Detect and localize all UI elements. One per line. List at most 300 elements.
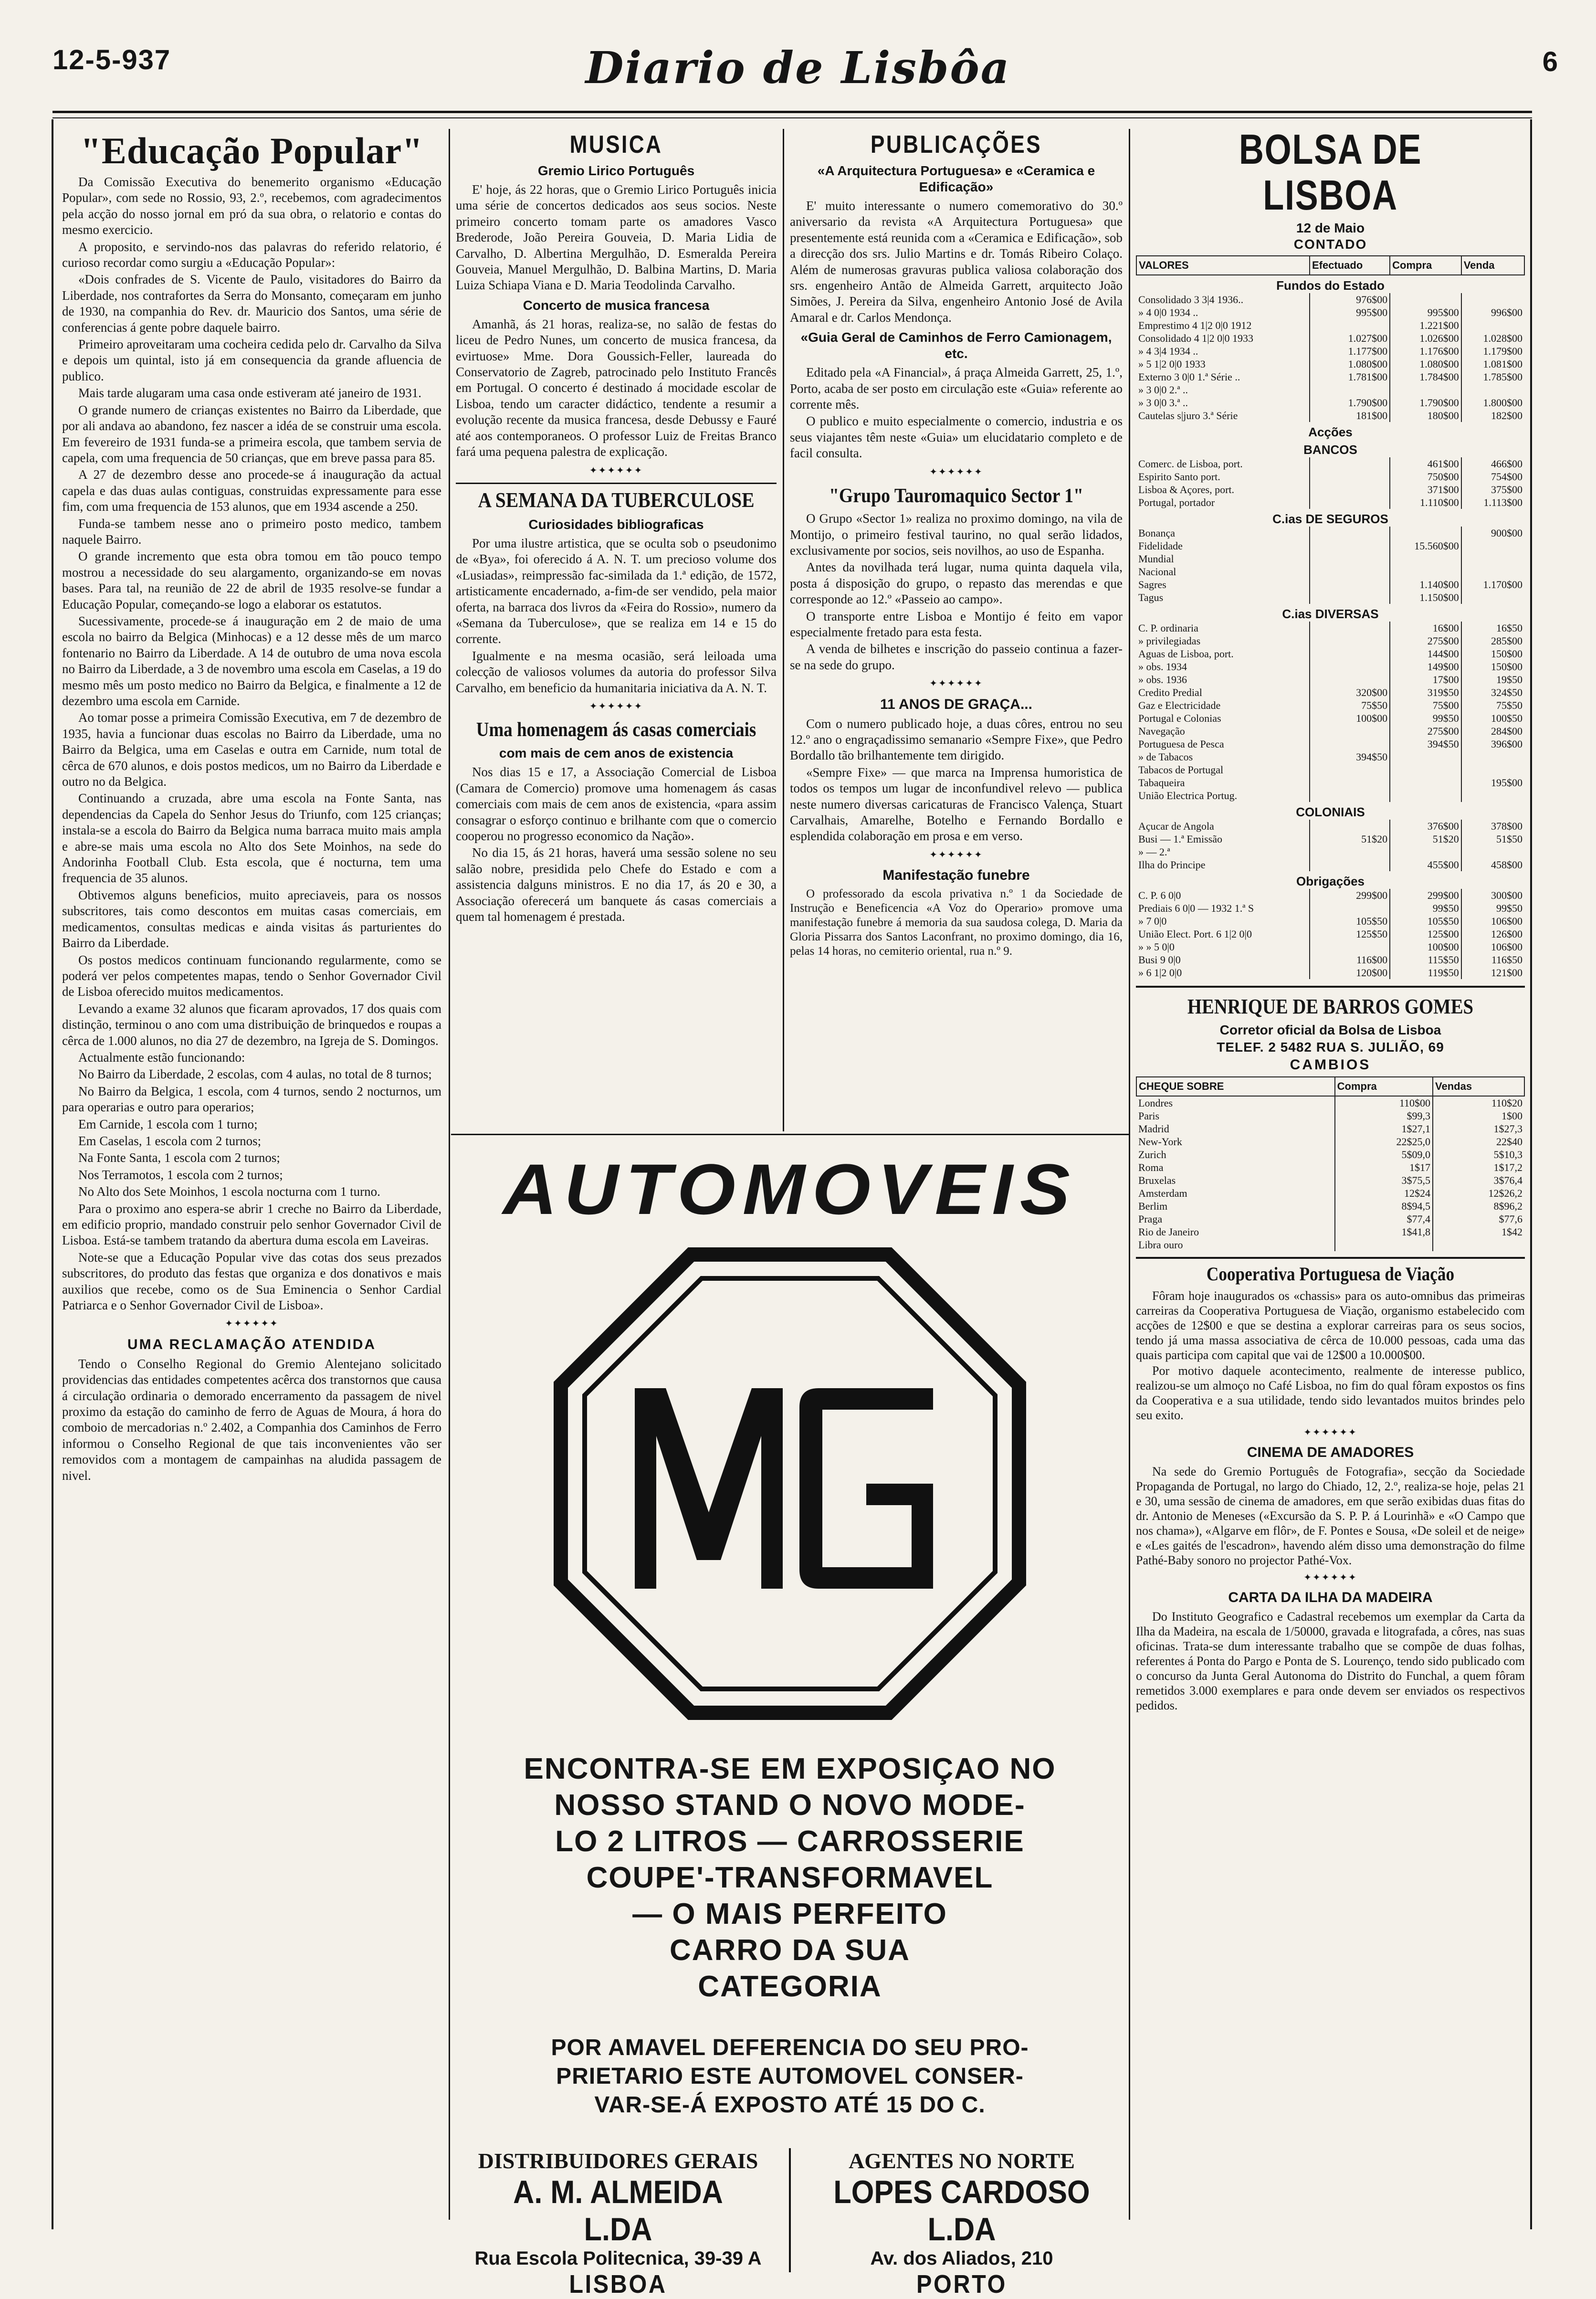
table-cell: 1$17,2 <box>1433 1161 1524 1174</box>
bolsa-date: 12 de Maio <box>1296 221 1365 235</box>
table-cell <box>1390 565 1461 578</box>
body-11-anos <box>790 716 1123 844</box>
table-row <box>1136 940 1524 953</box>
mg-octagon-icon <box>551 1245 1029 1722</box>
table-row <box>1136 858 1524 871</box>
table-cell: Bruxelas <box>1138 1174 1176 1186</box>
table-cell: Credito Predial <box>1138 686 1202 698</box>
table-cell: Roma <box>1138 1161 1164 1173</box>
table-cell <box>1390 750 1461 763</box>
ad-line: ENCONTRA-SE EM EXPOSIÇAO NO <box>524 1752 1056 1785</box>
table-cell: 1.080$00 <box>1390 358 1461 370</box>
table-cell: 120$00 <box>1310 966 1390 979</box>
table-cell <box>1433 1238 1524 1251</box>
table-cell: 105$50 <box>1310 915 1390 928</box>
table-row <box>1136 789 1524 802</box>
table-cell <box>1390 845 1461 858</box>
table-cell: 75$50 <box>1461 699 1524 712</box>
table-cell: $99,3 <box>1335 1109 1433 1122</box>
separator: ✦✦✦✦✦✦ <box>589 465 643 476</box>
table-row <box>1136 509 1524 527</box>
table-cell: 1$00 <box>1433 1109 1524 1122</box>
table-header: VALORES <box>1136 256 1310 275</box>
table-cell <box>1390 527 1461 539</box>
table-cell <box>1310 820 1390 833</box>
table-cell: 1.028$00 <box>1461 332 1524 345</box>
table-cell: 3$76,4 <box>1433 1174 1524 1187</box>
table-section-label: Obrigações <box>1296 874 1365 888</box>
table-cell: 324$50 <box>1461 686 1524 699</box>
paragraph: No Bairro da Liberdade, 2 escolas, com 4 aulas, no total de 8 turnos; <box>78 1067 432 1082</box>
distributor-city: LISBOA <box>569 2270 667 2299</box>
article-body-educacao-popular <box>62 174 441 1313</box>
table-cell: 1.110$00 <box>1390 496 1461 509</box>
article-title-grupo-tauromaquico: "Grupo Tauromaquico Sector 1" <box>829 485 1084 507</box>
body-concerto <box>456 316 777 460</box>
body-cinema <box>1136 1464 1525 1568</box>
table-row <box>1136 422 1524 440</box>
paragraph: Obtivemos alguns beneficios, muito apreciaveis, para os nossos subscritores, tais como descontos em muitas casas comerciais, em medicamentos, consultas medicas e ainda visitas ás parturientes do Bairro da Liberdade. <box>62 887 441 950</box>
subhead-guia: «Guia Geral de Caminhos de Ferro Camionagem, etc. <box>800 330 1112 361</box>
article-title-reclamacao: UMA RECLAMAÇÃO ATENDIDA <box>127 1336 377 1352</box>
table-cell: » 3 0|0 3.ª .. <box>1138 397 1188 409</box>
table-cell: 396$00 <box>1461 738 1524 750</box>
table-cell <box>1310 527 1390 539</box>
subhead-curiosidades: Curiosidades bibliograficas <box>528 517 704 532</box>
table-row <box>1136 552 1524 565</box>
table-row <box>1136 750 1524 763</box>
table-cell: 1$41,8 <box>1335 1225 1433 1238</box>
table-row <box>1136 604 1524 622</box>
paragraph: Editado pela «A Financial», á praça Almeida Garrett, 25, 1.º, Porto, acaba de ser posto em circulação este «Guia» referente ao corrente mês. <box>790 365 1123 412</box>
paragraph: Antes da novilhada terá lugar, numa quinta daquela vila, posta á disposição do grupo, o repasto das merendas e que corresponde ao 12.º «Passeio ao campo». <box>790 560 1123 607</box>
table-row <box>1136 358 1524 370</box>
table-row <box>1136 647 1524 660</box>
table-cell: 15.560$00 <box>1390 539 1461 552</box>
table-header: Compra <box>1335 1077 1433 1096</box>
table-cell: » privilegiadas <box>1138 635 1201 647</box>
paragraph: Na Fonte Santa, 1 escola com 2 turnos; <box>78 1150 280 1165</box>
paragraph: Amanhã, ás 21 horas, realiza-se, no salão de festas do liceu de Pedro Nunes, um concerto de musica francesa, da evirtuose» Mme. Dora Goussich-Feller, laureada do Conservatorio de Zagreb, patrocinado pelo Instituto Francês em Portugal. O concerto é destinado á mocidade escolar de Lisboa, tendo um caracter didáctico, tendente a resumir a evolução recente da musica francesa, desde Debussy e Fauré até aos contemporaneos. O professor Luiz de Freitas Branco fará uma pequena palestra de explicação. <box>456 316 777 459</box>
ad-line: CARRO DA SUA <box>670 1934 910 1967</box>
paragraph: Para o proximo ano espera-se abrir 1 creche no Bairro da Liberdade, em edificio proprio, mandado construir pelo senhor Governador Civil de Lisboa. Está-se tambem tratando da abertura duma escola em Laveiras. <box>62 1201 441 1248</box>
table-cell: Busi 9 0|0 <box>1138 954 1181 966</box>
table-row <box>1136 578 1524 591</box>
table-cell: Emprestimo 4 1|2 0|0 1912 <box>1138 319 1252 331</box>
table-cell: » de Tabacos <box>1138 751 1193 763</box>
agent-name: LOPES CARDOSO L.DA <box>833 2174 1090 2247</box>
table-section-label: Fundos do Estado <box>1276 278 1385 293</box>
column-publicacoes <box>790 127 1123 1129</box>
table-row <box>1136 686 1524 699</box>
cambios-table <box>1136 1076 1525 1251</box>
table-cell: $77,6 <box>1433 1213 1524 1225</box>
table-cell: 320$00 <box>1310 686 1390 699</box>
table-cell: 5$10,3 <box>1433 1148 1524 1161</box>
table-cell: Berlim <box>1138 1200 1168 1212</box>
table-cell: Mundial <box>1138 553 1174 565</box>
table-cell: Bonança <box>1138 527 1175 539</box>
table-row <box>1136 396 1524 409</box>
issue-date: 12-5-937 <box>52 44 171 75</box>
table-cell: 1.113$00 <box>1461 496 1524 509</box>
table-row <box>1136 1174 1524 1187</box>
subhead-concerto: Concerto de musica francesa <box>523 297 710 313</box>
table-cell: Rio de Janeiro <box>1138 1226 1199 1238</box>
table-cell: 1$27,1 <box>1335 1122 1433 1135</box>
table-cell <box>1310 552 1390 565</box>
paragraph: No Bairro da Belgica, 1 escola, com 4 turnos, sendo 2 nocturnos, um para operarias e outro para operarios; <box>62 1084 441 1115</box>
masthead-rule <box>52 111 1532 113</box>
paragraph: Levando a exame 32 alunos que ficaram aprovados, 17 dos quais com distinção, terminou o ano com uma distribuição de brinquedos e roupas a cêrca de 1.000 alunos, no dia 27 de dezembro, na Igreja de S. Domingos. <box>62 1001 441 1048</box>
paragraph: Em Carnide, 1 escola com 1 turno; <box>78 1117 258 1131</box>
table-cell <box>1310 539 1390 552</box>
table-cell: 110$20 <box>1433 1096 1524 1109</box>
table-cell <box>1335 1238 1433 1251</box>
table-cell: 180$00 <box>1390 409 1461 422</box>
paragraph: O professorado da escola privativa n.º 1 da Sociedade de Instrução e Beneficencia «A Voz do Operario» promove uma manifestação funebre á memoria da sua saudosa colega, D. Maria da Gloria Pissarra dos Santos Laconfrant, no proximo domingo, dia 16, pelas 14 horas, no cemiterio oriental, rua n.º 9. <box>790 887 1123 958</box>
bolsa-contado: CONTADO <box>1293 237 1367 252</box>
table-row <box>1136 370 1524 383</box>
table-cell <box>1461 319 1524 332</box>
table-cell: » obs. 1936 <box>1138 674 1187 685</box>
table-cell <box>1310 470 1390 483</box>
table-cell <box>1310 647 1390 660</box>
table-header: Efectuado <box>1310 256 1390 275</box>
table-row <box>1136 660 1524 673</box>
table-cell <box>1310 673 1390 686</box>
table-cell: 995$00 <box>1310 306 1390 319</box>
newspaper-title: Diario de Lisbôa <box>585 42 1011 94</box>
table-cell: Comerc. de Lisboa, port. <box>1138 458 1243 470</box>
ad-line: VAR-SE-Á EXPOSTO ATÉ 15 DO C. <box>594 2092 986 2118</box>
article-title-manifestacao: Manifestação funebre <box>882 867 1030 884</box>
table-cell: Sagres <box>1138 579 1166 591</box>
paragraph: A proposito, e servindo-nos das palavras do referido relatorio, é curioso recordar como surgiu a «Educação Popular»: <box>62 239 441 270</box>
subhead-gremio-lirico: Gremio Lirico Português <box>537 163 695 178</box>
paragraph: Por uma ilustre artistica, que se oculta sob o pseudonimo de «Bya», foi oferecido á A. N. T. um precioso volume dos «Lusiadas», reimpressão fac-similada da 1.ª edição, de 1572, artisticamente encadernado, a-fim-de ser vendido, pela maior oferta, na barraca dos livros da «Feira do Rossio», numero da «Semana da Tuberculose», que se realiza em 14 e 15 do corrente. <box>456 536 777 646</box>
paragraph: Sucessivamente, procede-se á inauguração em 2 de maio de uma escola no bairro da Belgica (Minhocas) e a 12 desse mês de um marco fontenario no Bairro da Liberdade. A 14 de outubro de uma nova escola no Bairro da Liberdade, a 3 de novembro uma escola em Caselas, a 19 do mesmo mês um posto medico no Bairro da Belgica, e finalmente a 12 de dezembro uma escola em Carnide. <box>62 613 441 708</box>
ad-body <box>451 1751 1129 2005</box>
table-cell: C. P. 6 0|0 <box>1138 889 1181 901</box>
table-row <box>1136 1238 1524 1251</box>
table-section-label: Acções <box>1308 425 1353 439</box>
table-cell: Amsterdam <box>1138 1187 1187 1199</box>
table-cell: » 4 3|4 1934 .. <box>1138 345 1198 357</box>
paragraph: Note-se que a Educação Popular vive das cotas dos seus prezados subscritores, do produto das festas que organiza e dos donativos e mais auxilios que recebe, como os de Sua Eminencia o Senhor Cardial Patriarca e o Senhor Governador Civil de Lisboa». <box>62 1250 441 1313</box>
paragraph: Fôram hoje inaugurados os «chassis» para os auto-omnibus das primeiras carreiras da Cooperativa Portuguesa de Viação, organismo estabelecido com acções de 12$00 e que se destina a explorar carreiras para os seus socios, tendo já uma massa associativa de cêrca de 10.000 pessoas, cada uma das quais participa com capital que vai de 12$00 a 10.000$00. <box>1136 1289 1525 1362</box>
table-cell: 1$17 <box>1335 1161 1433 1174</box>
table-row <box>1136 776 1524 789</box>
paragraph: O Grupo «Sector 1» realiza no proximo domingo, na vila de Montijo, o primeiro festival taurino, no qual serão lidados, exclusivamente por socios, seis novilhos, ao uso de Espanha. <box>790 511 1123 558</box>
table-row <box>1136 457 1524 470</box>
table-cell: 455$00 <box>1390 858 1461 871</box>
table-cell: $77,4 <box>1335 1213 1433 1225</box>
table-row <box>1136 1187 1524 1200</box>
paragraph: Mais tarde alugaram uma casa onde estiveram até janeiro de 1931. <box>78 386 421 401</box>
table-cell: 1.784$00 <box>1390 370 1461 383</box>
agent-label: AGENTES NO NORTE <box>849 2149 1075 2173</box>
paragraph: Na sede do Gremio Português de Fotografia», secção da Sociedade Propaganda de Portugal, no largo do Chiado, 12, 2.º, realiza-se hoje, pelas 21 e 30, uma sessão de cinema de amadores, em que serão exibidas duas fitas do dr. Antonio de Meneses («Excursão da S. P. P. á Lourinhã» e «O Campo que nos chama»), «Algarve em flôr», de F. Pontes e Sousa, «De soleil et de neige» e «Les gaités de l'escadron», havendo além disso uma demonstração do filme Pathé-Baby sonoro no projector Pathé-Vox. <box>1136 1465 1525 1567</box>
ad-headline: AUTOMOVEIS <box>503 1149 1077 1229</box>
cambios-title: CAMBIOS <box>1290 1057 1371 1073</box>
paragraph: Os postos medicos continuam funcionando regularmente, como se poderá ver pelos competentes mapas, tendo o Senhor Governador Civil de Lisboa oferecido muitos medicamentos. <box>62 952 441 999</box>
table-row <box>1136 725 1524 738</box>
table-cell: 394$50 <box>1310 750 1390 763</box>
article-title-educacao-popular: "Educação Popular" <box>80 130 423 171</box>
table-cell: Aguas de Lisboa, port. <box>1138 648 1234 660</box>
table-cell: 1.177$00 <box>1310 345 1390 358</box>
table-cell: 150$00 <box>1461 647 1524 660</box>
column-educacao-popular <box>62 127 441 2213</box>
table-row <box>1136 1096 1524 1109</box>
paragraph: Actualmente estão funcionando: <box>78 1050 245 1065</box>
table-cell <box>1310 565 1390 578</box>
table-cell: 299$00 <box>1310 889 1390 902</box>
paragraph: Com o numero publicado hoje, a duas côres, entrou no seu 12.º ano o engraçadissimo semanario «Sempre Fixe», que Pedro Bordallo tão brilhantemente tem dirigido. <box>790 716 1123 763</box>
table-cell: 458$00 <box>1461 858 1524 871</box>
table-cell: 1.179$00 <box>1461 345 1524 358</box>
table-cell: Portugal, portador <box>1138 496 1215 508</box>
table-cell: 8$94,5 <box>1335 1200 1433 1213</box>
column-musica <box>456 127 777 1129</box>
subhead-arquitectura: «A Arquitectura Portuguesa» e «Ceramica e Edificação» <box>817 163 1095 194</box>
table-cell: Libra ouro <box>1138 1239 1183 1251</box>
table-cell <box>1461 845 1524 858</box>
table-cell: 754$00 <box>1461 470 1524 483</box>
table-row <box>1136 1161 1524 1174</box>
table-cell: 1.790$00 <box>1310 396 1390 409</box>
table-cell: 466$00 <box>1461 457 1524 470</box>
body-cooperativa <box>1136 1288 1525 1423</box>
table-cell: Madrid <box>1138 1123 1169 1135</box>
table-section-label: COLONIAIS <box>1296 805 1365 819</box>
table-cell <box>1390 763 1461 776</box>
paragraph: «Dois confrades de S. Vicente de Paulo, visitadores do Bairro da Liberdade, nos contrafortes da Serra do Monsanto, começaram em junho de 1930, na companhia do Rev. dr. Mauricio dos Santos, uma série de conferencias á gente pobre daquele bairro. <box>62 272 441 335</box>
table-row <box>1136 470 1524 483</box>
table-row <box>1136 332 1524 345</box>
table-cell: » 6 1|2 0|0 <box>1138 967 1182 979</box>
table-cell: 100$50 <box>1461 712 1524 725</box>
table-row <box>1136 591 1524 604</box>
table-cell <box>1461 763 1524 776</box>
table-cell: New-York <box>1138 1136 1182 1148</box>
table-cell: 3$75,5 <box>1335 1174 1433 1187</box>
table-cell: 116$50 <box>1461 953 1524 966</box>
ad-top-rule <box>451 1134 1129 1135</box>
paragraph: «Sempre Fixe» — que marca na Imprensa humoristica de todos os tempos um lugar de inconfundivel relevo — publica neste numero diversas caricaturas de Francisco Valença, Stuart Carvalhais, Amarelhe, Botelho e Fernando Bordallo e esplendida colaboração em prosa e em verso. <box>790 765 1123 844</box>
table-cell: 99$50 <box>1461 902 1524 915</box>
ad-line: — O MAIS PERFEITO <box>632 1898 947 1930</box>
table-cell: 996$00 <box>1461 306 1524 319</box>
paragraph: Nos Terramotos, 1 escola com 2 turnos; <box>78 1167 283 1182</box>
table-cell: Consolidado 4 1|2 0|0 1933 <box>1138 332 1254 344</box>
table-cell: 51$50 <box>1461 833 1524 845</box>
ad-line: NOSSO STAND O NOVO MODE- <box>554 1789 1026 1822</box>
table-cell: 182$00 <box>1461 409 1524 422</box>
table-row <box>1136 527 1524 539</box>
table-cell: 100$00 <box>1310 712 1390 725</box>
rule <box>1136 1257 1525 1259</box>
table-cell: 126$00 <box>1461 928 1524 940</box>
table-cell <box>1310 496 1390 509</box>
table-cell: Tabaqueira <box>1138 777 1185 789</box>
table-row <box>1136 634 1524 647</box>
table-cell: 299$00 <box>1390 889 1461 902</box>
article-title-cinema: CINEMA DE AMADORES <box>1247 1445 1414 1460</box>
table-row <box>1136 383 1524 396</box>
table-cell: 275$00 <box>1390 634 1461 647</box>
table-cell: Busi — 1.ª Emissão <box>1138 833 1222 845</box>
table-cell: 181$00 <box>1310 409 1390 422</box>
table-cell <box>1390 383 1461 396</box>
table-cell: 1.800$00 <box>1461 396 1524 409</box>
table-cell <box>1310 738 1390 750</box>
table-cell: 12$26,2 <box>1433 1187 1524 1200</box>
table-row <box>1136 1109 1524 1122</box>
body-gremio-lirico <box>456 182 777 294</box>
table-cell: Londres <box>1138 1097 1173 1109</box>
ad-deference <box>451 2034 1129 2120</box>
table-row <box>1136 902 1524 915</box>
table-cell: 8$96,2 <box>1433 1200 1524 1213</box>
table-header: Venda <box>1461 256 1524 275</box>
table-cell: 1.081$00 <box>1461 358 1524 370</box>
table-row <box>1136 802 1524 820</box>
table-row <box>1136 483 1524 496</box>
paragraph: Ao tomar posse a primeira Comissão Executiva, em 7 de dezembro de 1935, havia a funcionar duas escolas no Bairro da Liberdade, uma no Bairro da Belgica, uma em Caselas e outra em Carnide, num total de cêrca de 670 alunos, e dois postos medicos, um no Bairro da Liberdade e outro no da Belgica. <box>62 710 441 789</box>
table-cell <box>1310 483 1390 496</box>
body-arquitectura <box>790 198 1123 326</box>
paragraph: A venda de bilhetes e inscrição do passeio continua a fazer-se na sede do grupo. <box>790 642 1123 672</box>
table-cell: 900$00 <box>1461 527 1524 539</box>
table-cell <box>1310 660 1390 673</box>
table-cell: 1.150$00 <box>1390 591 1461 604</box>
paragraph: Nos dias 15 e 17, a Associação Comercial de Lisboa (Camara de Comercio) promove uma homenagem ás casas comerciais com mais de cem anos de existencia, «para assim consagrar o esforço continuo e brilhante com que o comercio cooperou no progresso economico da Nação». <box>456 765 777 843</box>
broker-name: HENRIQUE DE BARROS GOMES <box>1187 995 1474 1018</box>
table-cell: 376$00 <box>1390 820 1461 833</box>
table-row <box>1136 622 1524 634</box>
table-cell <box>1310 383 1390 396</box>
paragraph: Em Caselas, 1 escola com 2 turnos; <box>78 1133 262 1148</box>
table-cell: 285$00 <box>1461 634 1524 647</box>
table-cell: 275$00 <box>1390 725 1461 738</box>
paragraph: A 27 de dezembro desse ano procede-se á inauguração da actual capela e das duas aulas contiguas, construidas expressamente para esse fim, com uma frequencia de 153 alunos, que em 1934 ascende a 250. <box>62 467 441 514</box>
table-row <box>1136 539 1524 552</box>
table-cell: Consolidado 3 3|4 1936.. <box>1138 294 1244 306</box>
table-cell <box>1310 776 1390 789</box>
body-manifestacao <box>790 887 1123 959</box>
table-cell: Tagus <box>1138 591 1164 603</box>
ad-divider <box>789 2148 791 2272</box>
table-cell: 22$40 <box>1433 1135 1524 1148</box>
table-cell: 125$00 <box>1390 928 1461 940</box>
right-frame <box>1530 119 1532 2229</box>
subhead-cem-anos: com mais de cem anos de existencia <box>499 746 734 761</box>
table-section-label: C.ias DE SEGUROS <box>1272 512 1388 526</box>
table-section-label: BANCOS <box>1303 443 1357 457</box>
table-row <box>1136 712 1524 725</box>
article-title-cooperativa: Cooperativa Portuguesa de Viação <box>1206 1263 1455 1285</box>
table-cell: 149$00 <box>1390 660 1461 673</box>
column-bolsa <box>1136 127 1525 2213</box>
paragraph: No Alto dos Sete Moinhos, 1 escola nocturna com 1 turno. <box>78 1184 380 1199</box>
table-cell: Externo 3 0|0 1.ª Série .. <box>1138 371 1240 383</box>
article-title-11-anos: 11 ANOS DE GRAÇA... <box>880 696 1032 712</box>
table-cell <box>1310 634 1390 647</box>
table-cell: 125$50 <box>1310 928 1390 940</box>
distributor-address: Rua Escola Politecnica, 39-39 A <box>474 2248 762 2269</box>
paragraph: O transporte entre Lisboa e Montijo é feito em vapor especialmente fretado para esta festa. <box>790 609 1123 639</box>
table-cell: » 3 0|0 2.ª .. <box>1138 384 1188 396</box>
table-cell: 121$00 <box>1461 966 1524 979</box>
table-cell: 1$42 <box>1433 1225 1524 1238</box>
table-row <box>1136 820 1524 833</box>
table-row <box>1136 889 1524 902</box>
ad-line: LO 2 LITROS — CARROSSERIE <box>555 1825 1025 1858</box>
table-row <box>1136 440 1524 457</box>
body-homenagem <box>456 764 777 925</box>
table-cell <box>1310 902 1390 915</box>
table-section-label: C.ias DIVERSAS <box>1282 607 1379 621</box>
table-cell: Praga <box>1138 1213 1163 1225</box>
table-cell: » 4 0|0 1934 .. <box>1138 306 1198 318</box>
masthead-rule-thin <box>52 117 1532 118</box>
ad-footer <box>451 2148 1129 2299</box>
table-cell: 995$00 <box>1390 306 1461 319</box>
table-cell <box>1461 591 1524 604</box>
table-cell <box>1390 776 1461 789</box>
paragraph: Igualmente e na mesma ocasião, será leiloada uma colecção de valiosos volumes da autoria do professor Silva Carvalho, em beneficio da humanitaria iniciativa da A. N. T. <box>456 648 777 695</box>
table-cell: 378$00 <box>1461 820 1524 833</box>
table-cell: 319$50 <box>1390 686 1461 699</box>
table-row <box>1136 953 1524 966</box>
table-cell: 16$00 <box>1390 622 1461 634</box>
rule <box>456 483 777 484</box>
table-header: Compra <box>1390 256 1461 275</box>
table-row <box>1136 293 1524 306</box>
table-header: CHEQUE SOBRE <box>1136 1077 1335 1096</box>
table-cell: 16$50 <box>1461 622 1524 634</box>
table-row <box>1136 409 1524 422</box>
table-cell <box>1310 789 1390 802</box>
table-cell: 1.080$00 <box>1310 358 1390 370</box>
table-cell: 110$00 <box>1335 1096 1433 1109</box>
left-frame <box>52 119 53 2229</box>
separator: ✦✦✦✦✦✦ <box>929 678 983 689</box>
ad-distributor <box>461 2148 776 2299</box>
table-row <box>1136 565 1524 578</box>
paragraph: O grande incremento que esta obra tomou em tão pouco tempo mostrou a necessidade do seu alargamento, organizando-se em novas bases. Para tal, na reunião de 22 de abril de 1935 resolve-se fundar a Educação Popular, começando-se logo a elaborar os estatutos. <box>62 549 441 612</box>
table-cell: 1.221$00 <box>1390 319 1461 332</box>
broker-subtitle: Corretor oficial da Bolsa de Lisboa <box>1219 1023 1441 1037</box>
table-row <box>1136 496 1524 509</box>
table-cell: 1.781$00 <box>1310 370 1390 383</box>
table-cell: 75$50 <box>1310 699 1390 712</box>
separator: ✦✦✦✦✦✦ <box>1303 1572 1357 1583</box>
table-cell: 75$00 <box>1390 699 1461 712</box>
table-cell: 106$00 <box>1461 940 1524 953</box>
bolsa-title: BOLSA DE LISBOA <box>1239 127 1422 219</box>
paragraph: E' hoje, ás 22 horas, que o Gremio Lirico Português inicia uma série de concertos dedicados aos seus socios. Neste primeiro concerto tomam parte os amadores Vasco Brederode, João Pereira Gouveia, D. Maria Lidia de Carvalho, D. Albertina Mergulhão, D. Esmeralda Pereira Gouveia, Manuel Mergulhão, D. Balbina Martins, D. Maria Luiza Schiapa Viana e D. Maria Teodolinda Carvalho. <box>456 182 777 293</box>
table-cell: 371$00 <box>1390 483 1461 496</box>
table-cell: Lisboa & Açores, port. <box>1138 484 1235 496</box>
table-cell <box>1461 750 1524 763</box>
table-cell: Portugal e Colonias <box>1138 712 1221 724</box>
table-cell: Zurich <box>1138 1149 1166 1160</box>
rule <box>1136 986 1525 988</box>
table-cell: 17$00 <box>1390 673 1461 686</box>
